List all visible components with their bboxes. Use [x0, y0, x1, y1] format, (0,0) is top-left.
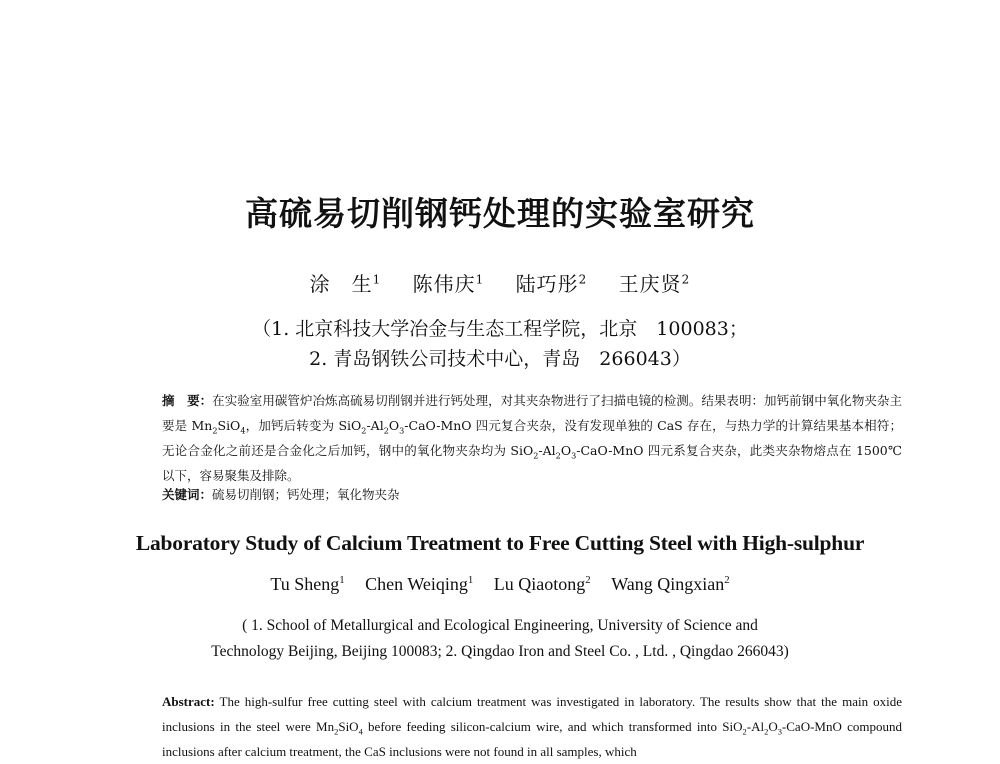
author-affiliation-mark: 1 — [372, 272, 382, 287]
author-name: 陈伟庆 — [412, 272, 476, 296]
affiliation-en-line-2: Technology Beijing, Beijing 100083; 2. Qingdao Iron and Steel Co. , Ltd. , Qingdao 266043) — [211, 643, 789, 660]
abstract-en: Abstract: The high-sulfur free cutting steel with calcium treatment was investigated in laboratory. The results show that the main oxide inclusions in the steel were $Mn_2SiO_4$ before feeding silicon-calcium wire, and which transformed into $SiO_2-Al_2O_3-CaO$-MnO compound inclusions after calcium treatment, the CaS inclusions were not found in all samples, which — [162, 694, 902, 759]
author-list-cn — [0, 268, 1000, 297]
author-affiliation-mark: 1 — [339, 574, 345, 586]
author-affiliation-mark: 1 — [475, 272, 485, 287]
keywords-cn-label: 关键词： — [162, 487, 213, 502]
paper-title-en: Laboratory Study of Calcium Treatment to Free Cutting Steel with High-sulphur — [135, 531, 865, 555]
abstract-cn-label: 摘 要： — [162, 393, 213, 408]
author-list-en — [0, 574, 1000, 595]
author-name: Wang Qingxian — [611, 574, 725, 594]
author-name: 涂 生 — [309, 272, 373, 296]
author-cn — [310, 272, 382, 296]
author-cn — [516, 272, 588, 296]
author-en — [365, 574, 473, 594]
abstract-en-label: Abstract: — [162, 694, 215, 709]
author-cn — [619, 272, 691, 296]
author-name: Lu Qiaotong — [493, 574, 586, 594]
keywords-cn — [162, 485, 400, 503]
author-en — [611, 574, 729, 594]
author-name: 王庆贤 — [618, 272, 682, 296]
author-affiliation-mark: 2 — [724, 574, 730, 586]
author-en — [494, 574, 591, 594]
keywords-cn-text: 硫易切削钢；钙处理；氧化物夹杂 — [212, 487, 400, 502]
author-en — [270, 574, 344, 594]
author-name: Chen Weiqing — [365, 574, 468, 594]
author-affiliation-mark: 1 — [467, 574, 474, 586]
author-affiliation-mark: 2 — [585, 574, 591, 586]
affiliation-cn-line-2: 2. 青岛钢铁公司技术中心，青岛 266043） — [309, 348, 691, 370]
affiliation-en-line-1: ( 1. School of Metallurgical and Ecological Engineering, University of Science and — [242, 617, 758, 634]
author-cn — [413, 272, 485, 296]
paper-title-cn: 高硫易切削钢钙处理的实验室研究 — [245, 194, 755, 233]
author-name: Tu Sheng — [270, 574, 340, 594]
author-affiliation-mark: 2 — [578, 272, 588, 287]
abstract-cn: 摘 要：在实验室用碳管炉冶炼高硫易切削钢并进行钙处理，对其夹杂物进行了扫描电镜的检测。结果表明：加钙前钢中氧化物夹杂主要是 $Mn_2SiO_4$，加钙后转变为 $SiO_2-Al_2O_3-CaO$-MnO 四元复合夹杂，没有发现单独的 CaS 存在，与热力学的计算结果基本相符；无论合金化之前还是合金化之后加钙，钢中的氧化物夹杂均为 $SiO_2-Al_2O_3-CaO$-MnO 四元系复合夹杂，此类夹杂物熔点在 1500℃以下，容易聚集及排除。 — [162, 393, 902, 483]
affiliation-cn-line-1: （1. 北京科技大学冶金与生态工程学院，北京 100083； — [252, 318, 748, 340]
author-affiliation-mark: 2 — [681, 272, 691, 287]
author-name: 陆巧彤 — [515, 272, 579, 296]
